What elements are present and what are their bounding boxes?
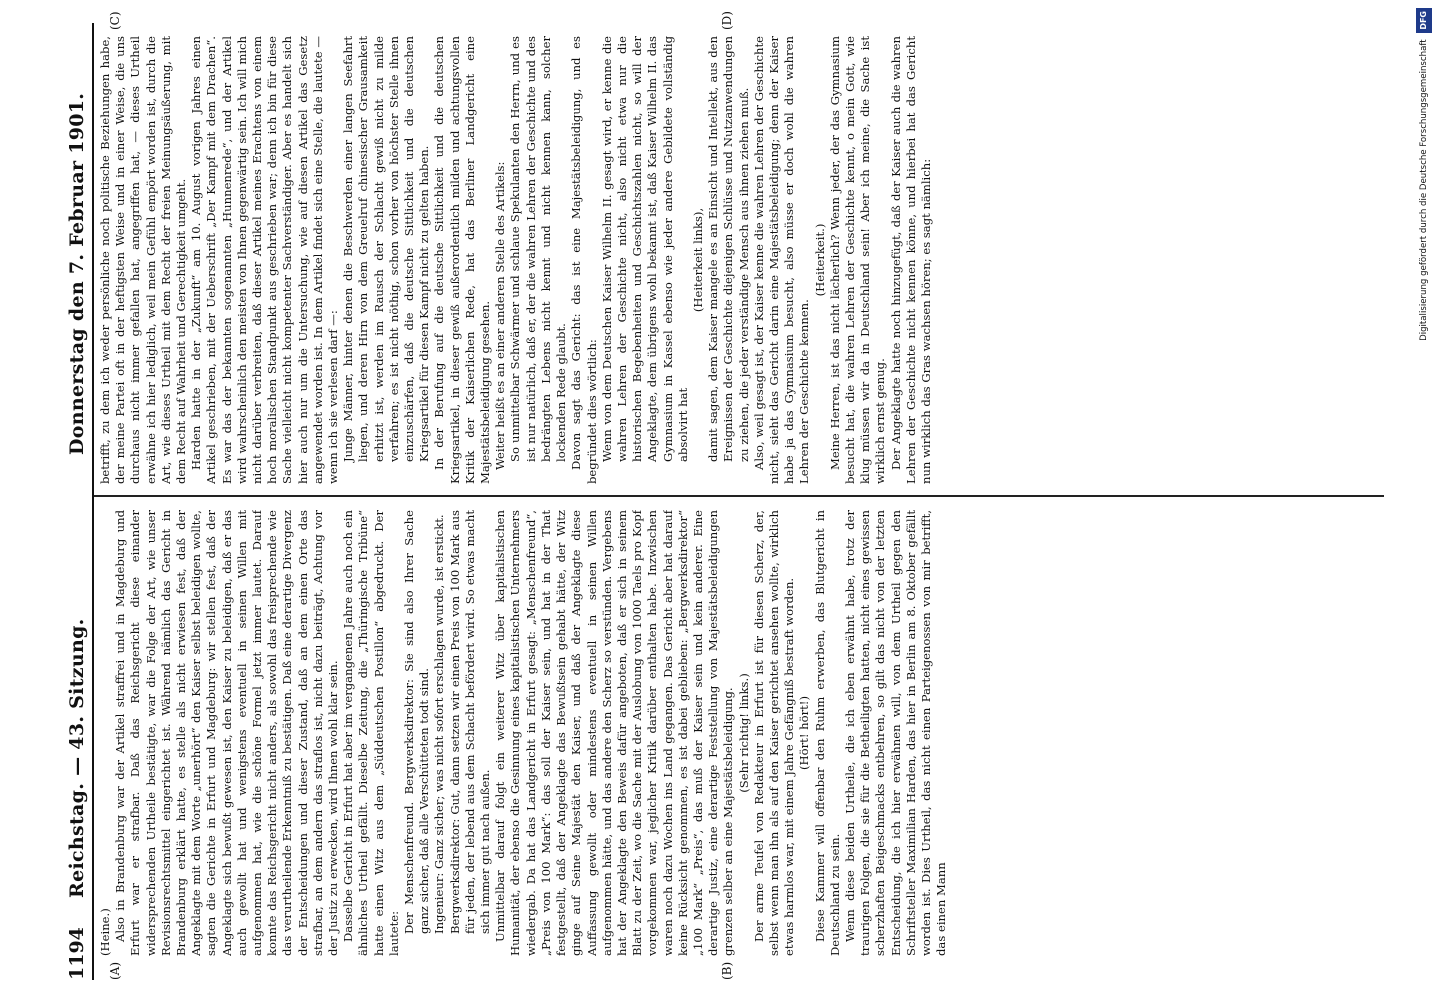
margin-letter-a: (A)	[108, 961, 122, 980]
margin-letter-d: (D)	[720, 11, 734, 30]
page-number: 1194	[66, 927, 88, 980]
paragraph: (Sehr richtig! links.)	[736, 673, 751, 793]
paragraph: (Heiterkeit.)	[812, 223, 827, 297]
paragraph: Der arme Teufel von Redakteur in Erfurt ist für diesen Scherz, der, selbst wenn man ihn als auf den Kaiser gerichtet ansehen wollte, wirklich etwas harmlos war, mit einem Jahre Gefängniß bestraft worden.	[751, 510, 797, 956]
paragraph: In der Berufung auf die deutsche Sittlichkeit und die deutschen Kriegsartikel, in dieser gewiß außerordentlich milden und achtungsvollen Kritik der Kaiserlichen Rede, hat das Berliner Landgericht eine Majestätsbeleidigung gesehen.	[432, 36, 493, 484]
paragraph: So unmittelbar Schwärmer und schlaue Spekulanten den Herrn, und es ist nur natürlich, daß er, der die wahren Lehren der Geschichte und des bedrängten Lebens nicht kennt und nicht kennen kann, solcher lockenden Rede glaubt.	[508, 36, 569, 462]
paragraph: Harden hatte in der „Zukunft“ am 10. August vorigen Jahres einen Artikel geschrieben, mit der Ueberschrift „Der Kampf mit dem Drachen“. Es war das der bekannten sogenannten „Hunnenrede“, und der Artikel wird wahrscheinlich den meisten von Ihnen gegenwärtig sein. Ich will mich nicht darüber verbreiten, daß dieser Artikel meines Erachtens von einem hoch moralischen Standpunkt aus geschrieben war; denn ich bin für diese Sache vielleicht nicht kompetenter Sachverständiger. Aber es handelt sich hier auch nur um die Untersuchung, wie auf diesen Artikel das Gesetz angewendet worden ist. In dem Artikel findet sich eine Stelle, die lautete — wenn ich sie verlesen darf —:	[189, 36, 341, 484]
margin-letter-c: (C)	[108, 11, 122, 30]
running-head-left: Reichstag. — 43. Sitzung.	[66, 618, 88, 898]
paragraph: Meine Herren, ist das nicht lächerlich? Wenn jeder, der das Gymnasium besucht hat, die wahren Lehren der Geschichte kennt, o mein Gott, wie klug müssen wir da in Deutschland sein! Aber ich meine, die Sache ist wirklich ernst genug.	[827, 36, 888, 484]
paragraph: Wenn von dem Deutschen Kaiser Wilhelm II. gesagt wird, er kenne die wahren Lehren der Geschichte nicht, also nicht etwa nur die historischen Begebenheiten und Geschichtszahlen nicht, so will der Angeklagte, dem übrigens wohl bekannt ist, daß Kaiser Wilhelm II. das Gymnasium in Kassel ebenso wie jeder andere Gebildete vollständig absolvirt hat	[599, 36, 690, 462]
paragraph: Unmittelbar darauf folgt ein weiterer Witz über kapitalistischen Humanität, der ebenso die Gesinnung eines kapitalistischen Unternehmers wiedergab. Da hat das Landgericht in Erfurt gesagt: „Menschenfreund“, „Preis von 100 Mark“: das soll der Kaiser sein, und hat in der That festgestellt, daß der Angeklagte das Bewußtsein gehabt hätte, der Witz ginge auf Seine Majestät den Kaiser, und daß der Angeklagte diese Auffassung gewollt oder mindestens eventuell in seinen Willen aufgenommen hätte, und das andere den Scherz so verstünden. Vergebens hat der Angeklagte den Beweis dafür angeboten, daß er sich in seinem Blatt zu der Zeit, wo die Sache mit der Auslobung von 1000 Taels pro Kopf vorgekommen war, jeglicher Kritik darüber enthalten habe. Inzwischen waren noch dazu Wochen ins Land gegangen. Das Gericht aber hat darauf keine Rücksicht genommen, es ist dabei geblieben: „Bergwerksdirektor“ „100 Mark“ „Preis“, das muß der Kaiser sein und kein anderer. Eine derartige Justiz, eine derartige Feststellung von Majestätsbeleidigungen grenzen selber an eine Majestätsbeleidigung.	[493, 510, 736, 956]
paragraph: Der Angeklagte hatte noch hinzugefügt, daß der Kaiser auch die wahren Lehren der Geschichte nicht kennen könne, und hierbei hat das Gericht nun wirklich das Gras wachsen hören; es sagt nämlich:	[888, 36, 933, 484]
header-rule	[92, 23, 94, 980]
paragraph: Davon sagt das Gericht: das ist eine Majestätsbeleidigung, und es begründet dies wörtlich:	[569, 36, 599, 484]
paragraph: Also, weil gesagt ist, der Kaiser kenne die wahren Lehren der Geschichte nicht, sieht das Gericht darin eine Majestätsbeleidigung; denn der Kaiser habe ja das Gymnasium besucht, also müsse er doch wohl die wahren Lehren der Geschichte kennen.	[751, 36, 812, 484]
paragraph: Ingenieur: Ganz sicher; was nicht sofort erschlagen wurde, ist erstickt.	[432, 514, 447, 934]
digitization-strip	[1416, 8, 1432, 992]
left-text-column	[98, 510, 1388, 956]
page-header	[66, 23, 90, 980]
margin-letter-b: (B)	[720, 961, 734, 980]
paragraph: Weiter heißt es an einer anderen Stelle des Artikels:	[493, 161, 508, 470]
paragraph: Dasselbe Gericht in Erfurt hat aber im vergangenen Jahre auch noch ein ähnliches Urtheil gefällt. Dieselbe Zeitung, die „Thüringische Tribüne“ hatte einen Witz aus dem „Süddeutschen Postillon“ abgedruckt. Der lautete:	[341, 510, 401, 956]
paragraph: (Heiterkeit links),	[690, 207, 705, 313]
paragraph: (Heine.)	[98, 908, 112, 956]
paragraph: Der Menschenfreund. Bergwerksdirektor: Sie sind also Ihrer Sache ganz sicher, daß alle Verschütteten todt sind.	[402, 510, 432, 934]
paragraph: Also in Brandenburg war der Artikel straffrei und in Magdeburg und Erfurt war er strafbar. Daß das Reichsgericht diese einander widersprechenden Urtheile bestätigte, war die Folge der Art, wie unser Revisionsrechtsmittel eingerichtet ist. Während nämlich das Gericht in Brandenburg erklärt hatte, es stelle als nicht erwiesen fest, daß der Angeklagte mit dem Worte „unerhört“ den Kaiser selbst beleidigen wollte, sagten die Gerichte in Erfurt und Magdeburg: wir stellen fest, daß der Angeklagte sich bewußt gewesen ist, den Kaiser zu beleidigen, daß er das auch gewollt hat und wenigstens eventuell in seinen Willen mit aufgenommen hat, wie die schöne Formel jetzt immer lautet. Darauf konnte das Reichsgericht nicht anders, als sowohl das freisprechende wie das verurtheilende Erkenntniß zu bestätigen. Daß eine derartige Divergenz der Entscheidungen und dieser Zustand, daß an dem einen Orte das strafbar, an dem andern das straflos ist, nicht dazu beiträgt, Achtung vor der Justiz zu erwecken, wird Ihnen wohl klar sein.	[113, 510, 341, 956]
dfg-logo: DFG	[1416, 8, 1432, 33]
paragraph: Bergwerksdirektor: Gut, dann setzen wir einen Preis von 100 Mark aus für jeden, der lebend aus dem Schacht befördert wird. So etwas macht sich immer gut nach außen.	[447, 510, 493, 934]
column-divider	[94, 496, 1384, 498]
paragraph: betrifft, zu dem ich weder persönliche noch politische Beziehungen habe, der meine Partei oft in der heftigsten Weise und in einer Weise, die uns durchaus nicht immer gefallen hat, angegriffen hat, — dieses Urtheil erwähne ich hier lediglich, weil mein Gefühl empört worden ist, durch die Art, wie dieses Urtheil mit dem Recht der freien Meinungsäußerung, mit dem Recht auf Wahrheit und Gerechtigkeit umgeht.	[98, 36, 189, 484]
paragraph: damit sagen, dem Kaiser mangele es an Einsicht und Intellekt, aus den Ereignissen der Geschichte diejenigen Schlüsse und Nutzanwendungen zu ziehen, die jeder verständige Mensch aus ihnen ziehen muß.	[706, 36, 751, 462]
paragraph: (Hört! hört!)	[797, 696, 812, 770]
digitization-note: Digitalisierung gefördert durch die Deutsche Forschungsgemeinschaft	[1419, 39, 1429, 341]
paragraph: Wenn diese beiden Urtheile, die ich eben erwähnt habe, trotz der traurigen Folgen, die sie für die Betheiligten hatten, nicht eines gewissen scherzhaften Beigeschmacks entbehren, so gilt das nicht von der letzten Entscheidung, die ich hier erwähnen will, von dem Urtheil gegen den Schriftsteller Maximilian Harden, das hier in Berlin am 8. Oktober gefällt worden ist. Dies Urtheil, das nicht einen Parteigenossen von mir betrifft, das einen Mann	[842, 510, 949, 956]
running-head-right: Donnerstag den 7. Februar 1901.	[66, 92, 88, 455]
paragraph: Diese Kammer will offenbar den Ruhm erwerben, das Blutgericht in Deutschland zu sein.	[812, 510, 842, 956]
paragraph: Junge Männer, hinter denen die Beschwerden einer langen Seefahrt liegen, und deren Hirn von dem Greuelruf chinesischer Grausamkeit erhitzt ist, werden im Rausch der Schlacht gewiß nicht zu milde verfahren; es ist nicht nöthig, schon vorher von höchster Stelle ihnen einzuschärfen, daß die deutsche Sittlichkeit und die deutschen Kriegsartikel für diesen Kampf nicht zu gelten haben.	[341, 36, 432, 462]
right-text-column	[98, 36, 1388, 484]
